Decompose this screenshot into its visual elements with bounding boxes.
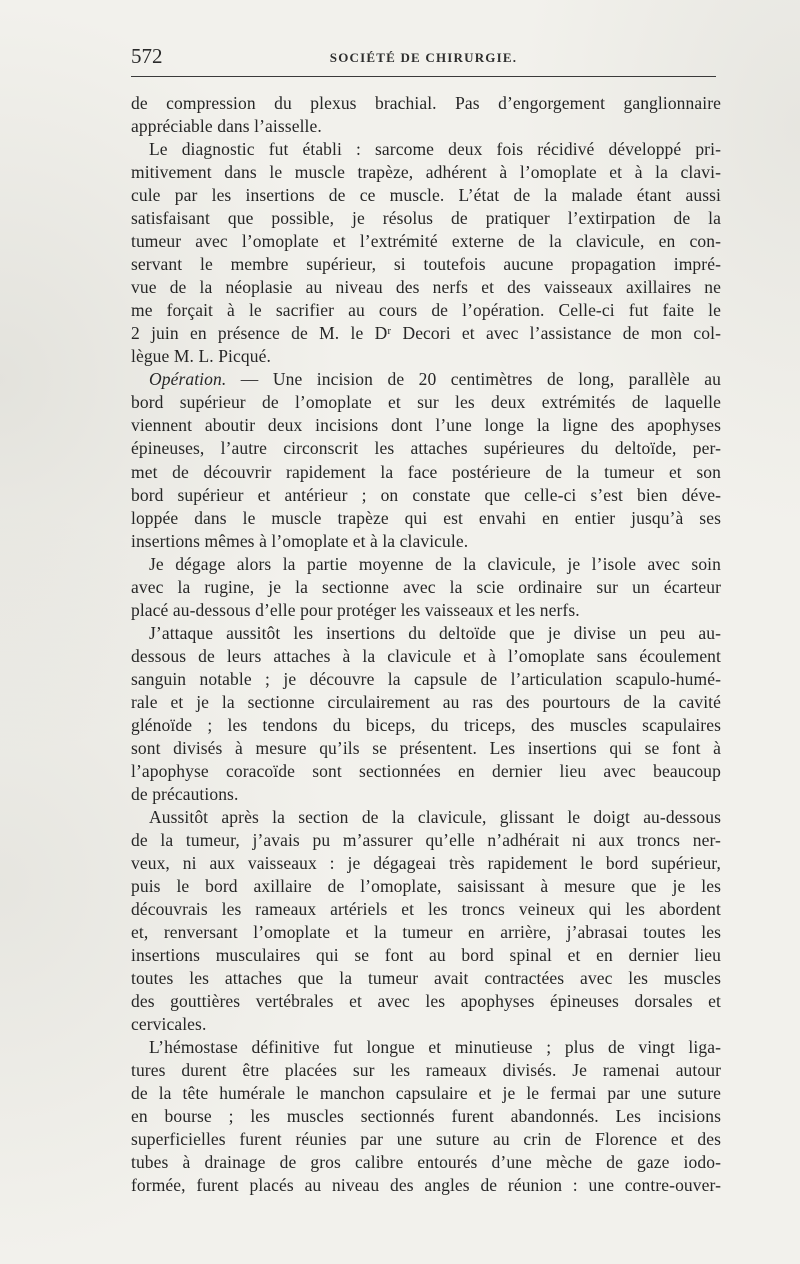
text-line: cule par les insertions de ce muscle. L’état de la malade étant aussi [131, 185, 721, 206]
text-line: tubes à drainage de gros calibre entourés d’une mèche de gaze iodo- [131, 1152, 721, 1173]
text-line: de la tête humérale le manchon capsulaire et je le fermai par une suture [131, 1083, 721, 1104]
text-line: dessous de leurs attaches à la clavicule et à l’omoplate sans écoulement [131, 645, 721, 666]
text-line: toutes les attaches que la tumeur avait contractées avec les muscles [131, 968, 721, 989]
text-line: lègue M. L. Picqué. [131, 346, 271, 367]
text-line: viennent aboutir deux incisions dont l’une longe la ligne des apophyses [131, 415, 721, 436]
text-line: L’hémostase définitive fut longue et minutieuse ; plus de vingt liga- [149, 1037, 721, 1058]
text-line-rest: — Une incision de 20 centimètres de long, parallèle au [240, 369, 721, 390]
text-line: de compression du plexus brachial. Pas d’engorgement ganglionnaire [131, 93, 721, 113]
text-line: tumeur avec l’omoplate et l’extrémité externe de la clavicule, en con- [131, 231, 721, 252]
text-line: cervicales. [131, 1014, 207, 1035]
text-line: superficielles furent réunies par une suture au crin de Florence et des [131, 1129, 721, 1150]
text-line: tures durent être placées sur les rameaux divisés. Je ramenai autour [131, 1060, 721, 1081]
text-line: Je dégage alors la partie moyenne de la clavicule, je l’isole avec soin [149, 553, 721, 574]
text-line: sont divisés à mesure qu’ils se présentent. Les insertions qui se font à [131, 737, 721, 758]
text-line: bord supérieur et antérieur ; on constate que celle-ci s’est bien déve- [131, 484, 721, 505]
text-line: insertions mêmes à l’omoplate et à la clavicule. [131, 530, 469, 551]
text-line: formée, furent placés au niveau des angles de réunion : une contre-ouver- [131, 1175, 721, 1196]
text-line: vue de la néoplasie au niveau des nerfs et des vaisseaux axillaires ne [131, 277, 721, 298]
text-line: sanguin notable ; je découvre la capsule de l’articulation scapulo-humé- [131, 668, 721, 689]
text-line: Aussitôt après la section de la clavicule, glissant le doigt au-dessous [149, 806, 721, 827]
text-line: met de découvrir rapidement la face postérieure de la tumeur et son [131, 461, 721, 482]
text-line: appréciable dans l’aisselle. [131, 116, 322, 137]
text-line: rale et je la sectionne circulairement au ras des pourtours de la cavité [131, 691, 721, 712]
text-line: insertions musculaires qui se font au bord spinal et en dernier lieu [131, 945, 721, 966]
text-line: découvrais les rameaux artériels et les troncs veineux qui les abordent [131, 899, 721, 920]
operation-heading: Opération. [149, 369, 227, 390]
text-line: bord supérieur de l’omoplate et sur les deux extrémités de laquelle [131, 392, 721, 413]
page-header [131, 44, 716, 70]
body-text [131, 92, 721, 1198]
page-number: 572 [131, 44, 163, 68]
text-line: me forçait à le sacrifier au cours de l’opération. Celle-ci fut faite le [131, 300, 721, 321]
text-line: des gouttières vertébrales et avec les apophyses épineuses dorsales et [131, 991, 721, 1012]
text-line: glénoïde ; les tendons du biceps, du triceps, des muscles scapulaires [131, 714, 721, 735]
text-line: 2 juin en présence de M. le Dʳ Decori et avec l’assistance de mon col- [131, 323, 721, 344]
text-line: satisfaisant que possible, je résolus de pratiquer l’extirpation de la [131, 208, 721, 229]
text-line: de la tumeur, j’avais pu m’assurer qu’elle n’adhérait ni aux troncs ner- [131, 830, 721, 850]
text-line: servant le membre supérieur, si toutefois aucune propagation impré- [131, 254, 721, 275]
running-title: SOCIÉTÉ DE CHIRURGIE. [329, 50, 518, 65]
text-line: en bourse ; les muscles sectionnés furent abandonnés. Les incisions [131, 1106, 721, 1127]
text-line: loppée dans le muscle trapèze qui est envahi en entier jusqu’à ses [131, 507, 721, 528]
text-line: veux, ni aux vaisseaux : je dégageai très rapidement le bord supérieur, [131, 853, 721, 874]
header-rule [131, 76, 716, 77]
text-line: puis le bord axillaire de l’omoplate, saisissant à mesure que je les [131, 876, 721, 897]
text-line: de précautions. [131, 783, 239, 804]
text-line: et, renversant l’omoplate et la tumeur en arrière, j’abrasai toutes les [131, 922, 721, 943]
text-line: épineuses, l’autre circonscrit les attaches supérieures du deltoïde, per- [131, 438, 721, 459]
text-line: Le diagnostic fut établi : sarcome deux fois récidivé développé pri- [149, 139, 721, 160]
text-line: J’attaque aussitôt les insertions du deltoïde que je divise un peu au- [149, 622, 721, 643]
text-line-with-heading [131, 368, 721, 391]
text-line: l’apophyse coracoïde sont sectionnées en dernier lieu avec beaucoup [131, 760, 721, 781]
text-line: avec la rugine, je la sectionne avec la scie ordinaire sur un écarteur [131, 576, 721, 597]
text-line: mitivement dans le muscle trapèze, adhérent à l’omoplate et à la clavi- [131, 162, 721, 183]
text-line: placé au-dessous d’elle pour protéger les vaisseaux et les nerfs. [131, 599, 580, 620]
